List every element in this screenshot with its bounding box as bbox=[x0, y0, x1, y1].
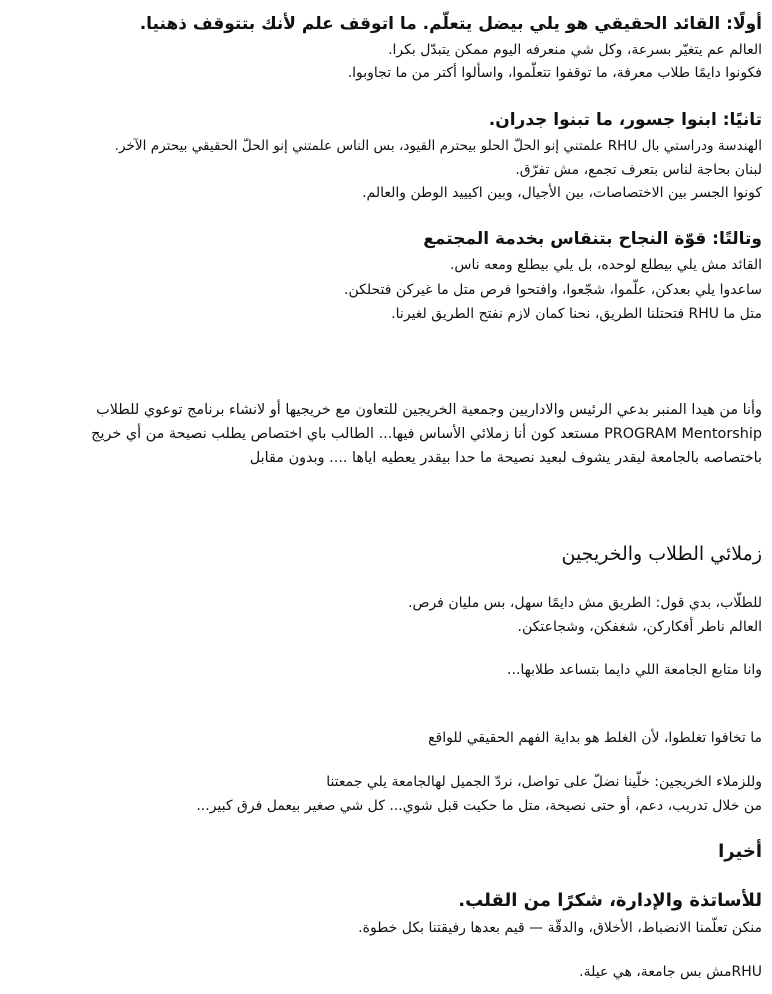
alumni-line: وللزملاء الخريجين: خلّينا نضلّ على تواصل، نردّ الجميل لهالجامعة يلي جمعتنا bbox=[326, 774, 762, 790]
colleagues-heading: زملائي الطلاب والخريجين bbox=[561, 543, 762, 565]
announcement-line: وأنا من هيدا المنبر بدعي الرئيس والاداريين وجمعية الخريجين للتعاون مع خريجيها أو لانشاء برنامج توعوي للطلاب bbox=[96, 402, 762, 418]
university-line: وانا متابع الجامعة اللي دايما بتساعد طلابها... bbox=[507, 662, 762, 678]
mistake-line: ما تخافوا تغلطوا، لأن الغلط هو بداية الفهم الحقيقي للواقع bbox=[428, 730, 762, 746]
closing-line: RHUمش بس جامعة، هي عيلة. bbox=[579, 964, 762, 980]
students-line: العالم ناطر أفكاركن، شغفكن، وشجاعتكن. bbox=[517, 619, 762, 635]
section-heading-3: وتالتًا: قوّة النجاح بتنقاس بخدمة المجتمع bbox=[423, 229, 762, 249]
announcement-line: PROGRAM Mentorship مستعد كون أنا زملائي الأساس فيها... الطالب باي اختصاص يطلب نصيحة من أي خريج bbox=[91, 426, 762, 442]
paragraph-line: متل ما RHU فتحتلنا الطريق، نحنا كمان لازم نفتح الطريق لغيرنا. bbox=[391, 306, 762, 322]
paragraph-line: الهندسة ودراستي بال RHU علمتني إنو الحلّ الحلو بيحترم القيود، بس الناس علمتني إنو الحلّ الحقيقي بيحترم الآخر. bbox=[114, 138, 762, 154]
paragraph-line: العالم عم يتغيّر بسرعة، وكل شي منعرفه اليوم ممكن يتبدّل بكرا. bbox=[388, 42, 762, 58]
paragraph-line: لبنان بحاجة لناس بتعرف تجمع، مش تفرّق. bbox=[515, 162, 762, 178]
paragraph-line: ساعدوا يلي بعدكن، علّموا، شجّعوا، وافتحوا فرص متل ما غيركن فتحلكن. bbox=[344, 282, 762, 298]
announcement-line: باختصاصه بالجامعة ليقدر يشوف لبعيد نصيحة ما حدا بيقدر يعطيه اياها .... وبدون مقابل bbox=[249, 450, 762, 466]
paragraph-line: فكونوا دايمًا طلاب معرفة، ما توقفوا تتعلّموا، واسألوا أكتر من ما تجاوبوا. bbox=[347, 65, 762, 81]
students-line: للطلّاب، بدي قول: الطريق مش دايمًا سهل، بس مليان فرص. bbox=[408, 595, 762, 611]
paragraph-line: القائد مش يلي بيطلع لوحده، بل يلي بيطلع ومعه ناس. bbox=[449, 257, 762, 273]
section-heading-2: تانيًا: ابنوا جسور، ما تبنوا جدران. bbox=[488, 110, 762, 130]
paragraph-line: كونوا الجسر بين الاختصاصات، بين الأجيال، وبين اكيييد الوطن والعالم. bbox=[362, 185, 762, 201]
thanks-line: منكن تعلّمنا الانضباط، الأخلاق، والدقّة — قيم بعدها رفيقتنا بكل خطوة. bbox=[358, 920, 762, 936]
section-heading-1: أولًا: القائد الحقيقي هو يلي بيضل يتعلّم. ما اتوقف علم لأنك بتتوقف ذهنيا. bbox=[139, 14, 762, 34]
finally-heading: أخيرا bbox=[718, 841, 762, 862]
alumni-line: من خلال تدريب، دعم، أو حتى نصيحة، متل ما حكيت قبل شوي... كل شي صغير بيعمل فرق كبير... bbox=[196, 798, 762, 814]
thanks-heading: للأساتذة والإدارة، شكرًا من القلب. bbox=[458, 890, 762, 911]
